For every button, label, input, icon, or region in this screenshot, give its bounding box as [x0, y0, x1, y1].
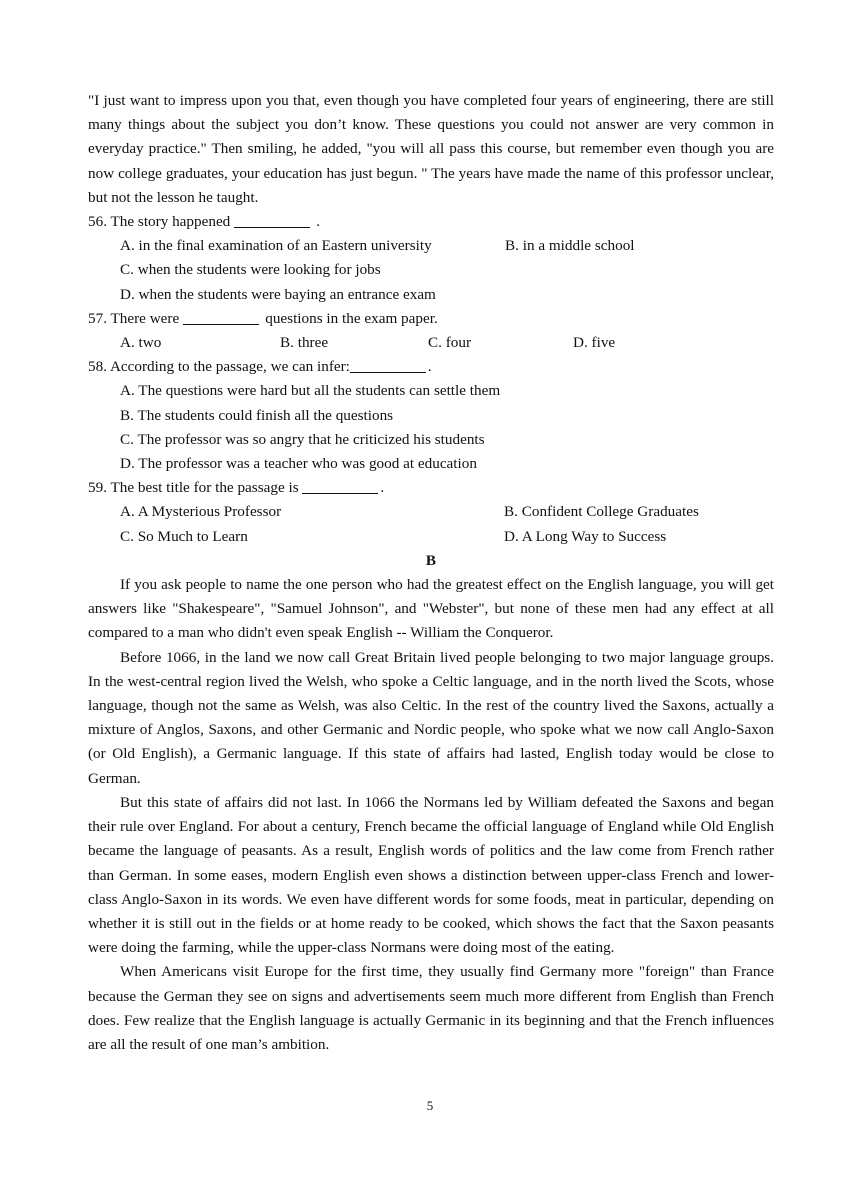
- passage-b-paragraph-2: Before 1066, in the land we now call Great Britain lived people belonging to two major language groups. In the west-central region lived the Welsh, who spoke a Celtic language, and in the north lived the Scots, whose language, though not the same as Welsh, was also Celtic. In the rest of the country lived the Saxons, actually a mixture of Anglos, Saxons, and other Germanic and Nordic people, who spoke what we now call Anglo-Saxon (or Old English), a Germanic language. If this state of affairs had lasted, English today would be close to German.: [88, 648, 774, 787]
- question-56-options-row-1: [88, 234, 774, 258]
- question-59-option-c: C. So Much to Learn: [120, 527, 248, 545]
- question-57-option-a: A. two: [120, 334, 162, 352]
- question-57-text: 57. There were: [88, 309, 180, 327]
- question-59-stem: [88, 476, 774, 500]
- question-57-option-b: B. three: [280, 334, 329, 352]
- question-58-stem: [88, 355, 774, 379]
- question-59-end: .: [380, 479, 385, 497]
- answer-blank: [350, 356, 426, 373]
- question-56-option-d: D. when the students were baying an entrance exam: [120, 285, 436, 303]
- question-56-end: .: [316, 213, 321, 231]
- question-58-option-a: A. The questions were hard but all the students can settle them: [120, 382, 501, 400]
- question-57-options: [88, 331, 774, 355]
- question-56-text: 56. The story happened: [88, 213, 231, 231]
- question-58-text: 58. According to the passage, we can infer:: [88, 358, 350, 376]
- question-59-options-row-1: [88, 500, 774, 524]
- question-59-options-row-2: [88, 525, 774, 549]
- question-56-option-a: A. in the final examination of an Eastern university: [120, 237, 432, 255]
- question-58-option-d: D. The professor was a teacher who was good at education: [120, 455, 477, 473]
- question-57-option-d: D. five: [573, 334, 616, 352]
- passage-b-paragraph-4: When Americans visit Europe for the first time, they usually find Germany more "foreign" than France because the German they see on signs and advertisements seem much more different from English than French does. Few realize that the English language is actually Germanic in its beginning and that the French influences are all the result of one man’s ambition.: [88, 963, 774, 1053]
- question-57-option-c: C. four: [428, 334, 472, 352]
- section-b-heading: B: [425, 551, 437, 569]
- passage-a-ending: "I just want to impress upon you that, even though you have completed four years of engineering, there are still many things about the subject you don’t know. These questions you could not answer are very common in everyday practice." Then smiling, he added, "you will all pass this course, but remember even though you are now college graduates, your education has just begun. " The years have made the name of this professor unclear, but not the lesson he taught.: [88, 92, 774, 206]
- question-56-option-c: C. when the students were looking for jobs: [120, 261, 381, 279]
- question-59-option-d: D. A Long Way to Success: [504, 527, 667, 545]
- question-59-option-b: B. Confident College Graduates: [504, 503, 699, 521]
- passage-b-paragraph-1: If you ask people to name the one person who had the greatest effect on the English language, you will get answers like "Shakespeare", "Samuel Johnson", and "Webster", but none of these men had any effect at all compared to a man who didn't even speak English -- William the Conqueror.: [88, 576, 774, 642]
- question-59-text: 59. The best title for the passage is: [88, 479, 299, 497]
- answer-blank: [302, 477, 378, 494]
- answer-blank: [183, 308, 259, 325]
- question-56-option-b: B. in a middle school: [505, 237, 635, 255]
- question-59-option-a: A. A Mysterious Professor: [120, 503, 282, 521]
- question-58-option-c: C. The professor was so angry that he criticized his students: [120, 430, 485, 448]
- question-57-end: questions in the exam paper.: [265, 309, 438, 327]
- question-57-stem: [88, 307, 774, 331]
- exam-page: [88, 89, 774, 1057]
- answer-blank: [234, 211, 310, 228]
- question-56-stem: [88, 210, 774, 234]
- passage-b-paragraph-3: But this state of affairs did not last. In 1066 the Normans led by William defeated the Saxons and began their rule over England. For about a century, French became the official language of England while Old English became the language of peasants. As a result, English words of politics and the law come from French rather than German. In some eases, modern English even shows a distinction between upper-class French and lower-class Anglo-Saxon in its words. We even have different words for some foods, meat in particular, depending on whether it is still out in the fields or at home ready to be cooked, which shows the fact that the Saxon peasants were doing the farming, while the upper-class Normans were doing most of the eating.: [88, 793, 774, 957]
- question-58-end: .: [427, 358, 432, 376]
- question-58-option-b: B. The students could finish all the questions: [120, 406, 394, 424]
- page-number: 5: [426, 1098, 434, 1113]
